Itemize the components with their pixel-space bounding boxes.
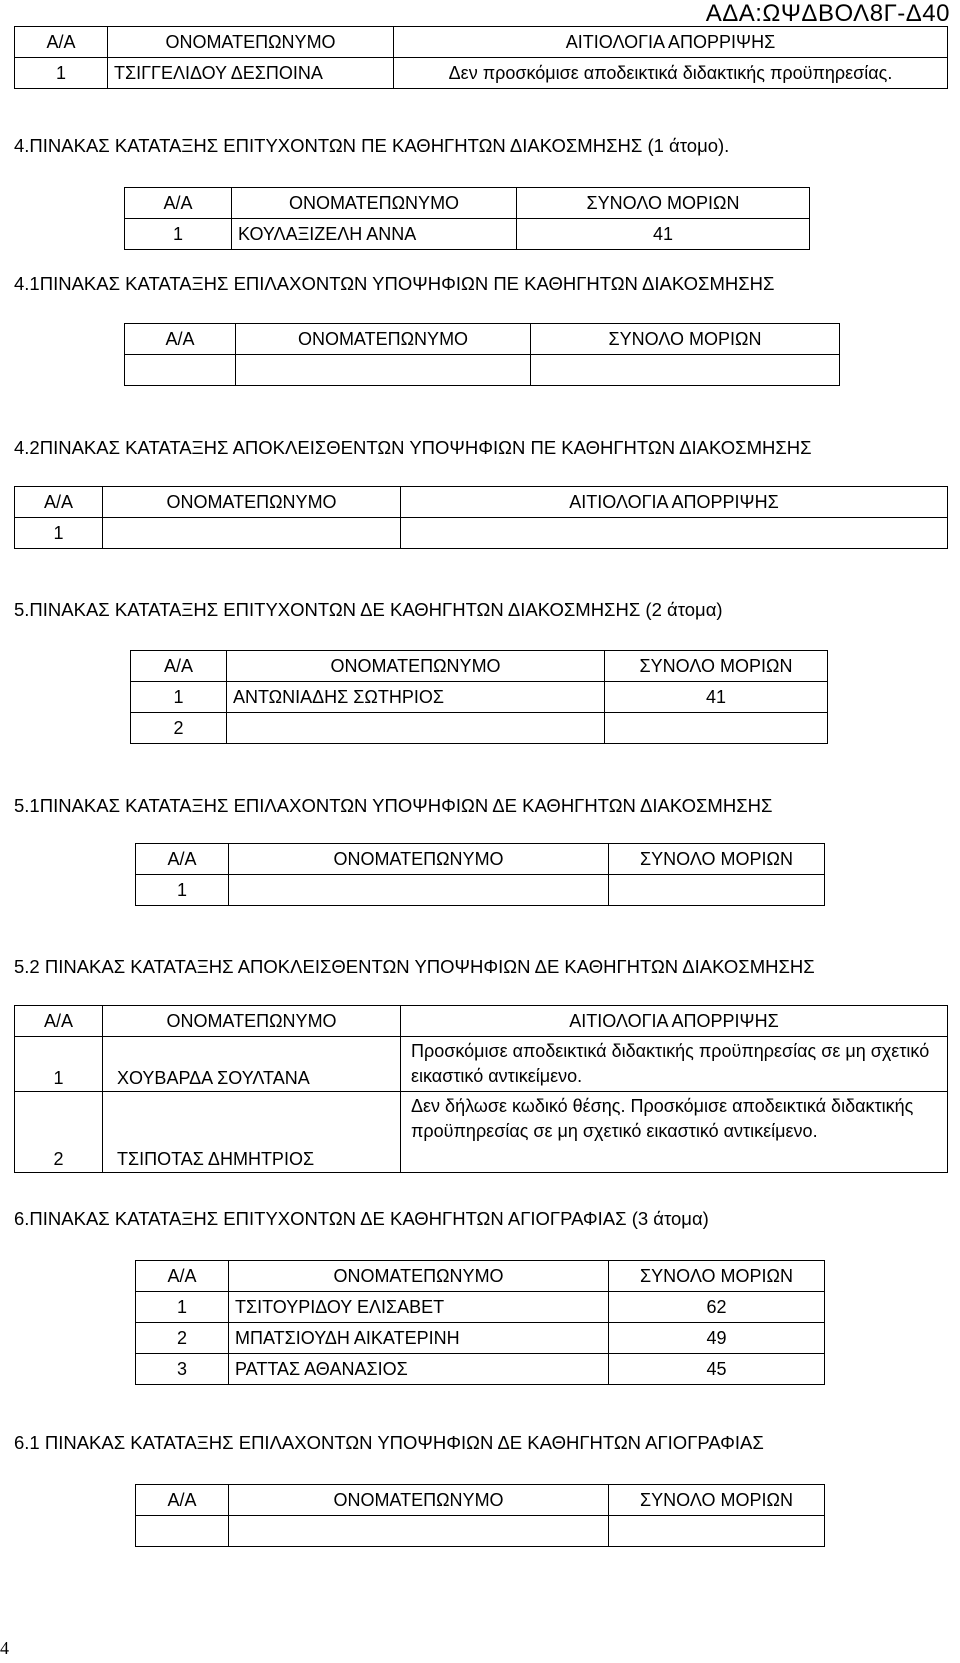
col-header-aa: Α/Α	[125, 324, 236, 355]
cell-name: ΤΣΙΓΓΕΛΙΔΟΥ ΔΕΣΠΟΙΝΑ	[108, 58, 394, 89]
section-6-1-table	[135, 1484, 825, 1547]
section-4-table	[124, 187, 810, 250]
cell-points	[605, 713, 828, 744]
col-header-reason: ΑΙΤΙΟΛΟΓΙΑ ΑΠΟΡΡΙΨΗΣ	[394, 27, 948, 58]
col-header-aa: Α/Α	[136, 1485, 229, 1516]
section-4-2-table	[14, 486, 948, 549]
cell-name	[229, 875, 609, 906]
cell-reason: Δεν προσκόμισε αποδεικτικά διδακτικής προϋπηρεσίας.	[394, 58, 948, 89]
cell-name: ΑΝΤΩΝΙΑΔΗΣ ΣΩΤΗΡΙΟΣ	[227, 682, 605, 713]
table-row	[15, 1092, 948, 1173]
col-header-name: ΟΝΟΜΑΤΕΠΩΝΥΜΟ	[229, 1261, 609, 1292]
cell-aa: 2	[131, 713, 227, 744]
cell-aa: 2	[15, 1092, 103, 1173]
table-row	[136, 1516, 825, 1547]
col-header-points: ΣΥΝΟΛΟ ΜΟΡΙΩΝ	[609, 844, 825, 875]
cell-name	[229, 1516, 609, 1547]
table-row	[136, 1323, 825, 1354]
cell-aa: 1	[131, 682, 227, 713]
cell-aa	[125, 355, 236, 386]
cell-points: 41	[517, 219, 810, 250]
table-header-row	[131, 651, 828, 682]
cell-name: ΚΟΥΛΑΞΙΖΕΛΗ ΑΝΝΑ	[232, 219, 517, 250]
cell-points: 45	[609, 1354, 825, 1385]
table-header-row	[125, 324, 840, 355]
col-header-points: ΣΥΝΟΛΟ ΜΟΡΙΩΝ	[609, 1485, 825, 1516]
col-header-name: ΟΝΟΜΑΤΕΠΩΝΥΜΟ	[229, 1485, 609, 1516]
rejection-table-top	[14, 26, 948, 89]
col-header-name: ΟΝΟΜΑΤΕΠΩΝΥΜΟ	[229, 844, 609, 875]
table-header-row	[15, 27, 948, 58]
cell-name	[227, 713, 605, 744]
cell-aa: 1	[15, 1037, 103, 1092]
col-header-reason: ΑΙΤΙΟΛΟΓΙΑ ΑΠΟΡΡΙΨΗΣ	[401, 487, 948, 518]
section-5-2-table	[14, 1005, 948, 1173]
document-code: ΑΔΑ:ΩΨΔΒΟΛ8Γ-Δ40	[705, 0, 950, 27]
section-4-title: 4.ΠΙΝΑΚΑΣ ΚΑΤΑΤΑΞΗΣ ΕΠΙΤΥΧΟΝΤΩΝ ΠΕ ΚΑΘΗΓΗΤΩΝ ΔΙΑΚΟΣΜΗΣΗΣ (1 άτομο).	[14, 135, 730, 156]
cell-points	[609, 875, 825, 906]
col-header-name: ΟΝΟΜΑΤΕΠΩΝΥΜΟ	[232, 188, 517, 219]
section-6-1-title: 6.1 ΠΙΝΑΚΑΣ ΚΑΤΑΤΑΞΗΣ ΕΠΙΛΑΧΟΝΤΩΝ ΥΠΟΨΗΦΙΩΝ ΔΕ ΚΑΘΗΓΗΤΩΝ ΑΓΙΟΓΡΑΦΙΑΣ	[14, 1432, 764, 1453]
table-row	[15, 58, 948, 89]
table-row	[136, 1354, 825, 1385]
col-header-aa: Α/Α	[15, 487, 103, 518]
section-5-2-title: 5.2 ΠΙΝΑΚΑΣ ΚΑΤΑΤΑΞΗΣ ΑΠΟΚΛΕΙΣΘΕΝΤΩΝ ΥΠΟΨΗΦΙΩΝ ΔΕ ΚΑΘΗΓΗΤΩΝ ΔΙΑΚΟΣΜΗΣΗΣ	[14, 956, 815, 977]
cell-points	[609, 1516, 825, 1547]
col-header-aa: Α/Α	[131, 651, 227, 682]
table-header-row	[125, 188, 810, 219]
table-row	[125, 219, 810, 250]
cell-reason: Προσκόμισε αποδεικτικά διδακτικής προϋπηρεσίας σε μη σχετικό εικαστικό αντικείμενο.	[401, 1037, 948, 1092]
cell-name: ΡΑΤΤΑΣ ΑΘΑΝΑΣΙΟΣ	[229, 1354, 609, 1385]
cell-aa: 1	[15, 58, 108, 89]
cell-name	[103, 518, 401, 549]
section-6-table	[135, 1260, 825, 1385]
table-row	[15, 518, 948, 549]
col-header-aa: Α/Α	[125, 188, 232, 219]
cell-reason	[401, 518, 948, 549]
cell-aa: 1	[15, 518, 103, 549]
section-5-1-title: 5.1ΠΙΝΑΚΑΣ ΚΑΤΑΤΑΞΗΣ ΕΠΙΛΑΧΟΝΤΩΝ ΥΠΟΨΗΦΙΩΝ ΔΕ ΚΑΘΗΓΗΤΩΝ ΔΙΑΚΟΣΜΗΣΗΣ	[14, 795, 773, 816]
cell-points: 49	[609, 1323, 825, 1354]
col-header-aa: Α/Α	[136, 844, 229, 875]
cell-name: ΜΠΑΤΣΙΟΥΔΗ ΑΙΚΑΤΕΡΙΝΗ	[229, 1323, 609, 1354]
table-row	[136, 1292, 825, 1323]
col-header-points: ΣΥΝΟΛΟ ΜΟΡΙΩΝ	[517, 188, 810, 219]
cell-name: ΤΣΙΤΟΥΡΙΔΟΥ ΕΛΙΣΑΒΕΤ	[229, 1292, 609, 1323]
section-4-2-title: 4.2ΠΙΝΑΚΑΣ ΚΑΤΑΤΑΞΗΣ ΑΠΟΚΛΕΙΣΘΕΝΤΩΝ ΥΠΟΨΗΦΙΩΝ ΠΕ ΚΑΘΗΓΗΤΩΝ ΔΙΑΚΟΣΜΗΣΗΣ	[14, 437, 812, 458]
col-header-name: ΟΝΟΜΑΤΕΠΩΝΥΜΟ	[103, 1006, 401, 1037]
table-header-row	[15, 1006, 948, 1037]
section-5-title: 5.ΠΙΝΑΚΑΣ ΚΑΤΑΤΑΞΗΣ ΕΠΙΤΥΧΟΝΤΩΝ ΔΕ ΚΑΘΗΓΗΤΩΝ ΔΙΑΚΟΣΜΗΣΗΣ (2 άτομα)	[14, 599, 723, 620]
cell-aa: 1	[136, 875, 229, 906]
cell-aa: 1	[125, 219, 232, 250]
col-header-name: ΟΝΟΜΑΤΕΠΩΝΥΜΟ	[227, 651, 605, 682]
cell-reason: Δεν δήλωσε κωδικό θέσης. Προσκόμισε αποδεικτικά διδακτικής προϋπηρεσίας σε μη σχετικό εικαστικό αντικείμενο.	[401, 1092, 948, 1173]
section-4-1-title: 4.1ΠΙΝΑΚΑΣ ΚΑΤΑΤΑΞΗΣ ΕΠΙΛΑΧΟΝΤΩΝ ΥΠΟΨΗΦΙΩΝ ΠΕ ΚΑΘΗΓΗΤΩΝ ΔΙΑΚΟΣΜΗΣΗΣ	[14, 273, 775, 294]
col-header-name: ΟΝΟΜΑΤΕΠΩΝΥΜΟ	[108, 27, 394, 58]
col-header-name: ΟΝΟΜΑΤΕΠΩΝΥΜΟ	[236, 324, 531, 355]
cell-points: 41	[605, 682, 828, 713]
cell-aa: 3	[136, 1354, 229, 1385]
col-header-reason: ΑΙΤΙΟΛΟΓΙΑ ΑΠΟΡΡΙΨΗΣ	[401, 1006, 948, 1037]
table-row	[131, 682, 828, 713]
table-header-row	[136, 844, 825, 875]
col-header-points: ΣΥΝΟΛΟ ΜΟΡΙΩΝ	[609, 1261, 825, 1292]
section-4-1-table	[124, 323, 840, 386]
col-header-aa: Α/Α	[136, 1261, 229, 1292]
cell-name	[236, 355, 531, 386]
section-6-title: 6.ΠΙΝΑΚΑΣ ΚΑΤΑΤΑΞΗΣ ΕΠΙΤΥΧΟΝΤΩΝ ΔΕ ΚΑΘΗΓΗΤΩΝ ΑΓΙΟΓΡΑΦΙΑΣ (3 άτομα)	[14, 1208, 709, 1229]
col-header-aa: Α/Α	[15, 27, 108, 58]
table-header-row	[15, 487, 948, 518]
section-5-1-table	[135, 843, 825, 906]
col-header-points: ΣΥΝΟΛΟ ΜΟΡΙΩΝ	[531, 324, 840, 355]
table-row	[15, 1037, 948, 1092]
cell-aa	[136, 1516, 229, 1547]
cell-name: ΤΣΙΠΟΤΑΣ ΔΗΜΗΤΡΙΟΣ	[103, 1092, 401, 1173]
cell-aa: 1	[136, 1292, 229, 1323]
cell-points	[531, 355, 840, 386]
table-row	[125, 355, 840, 386]
cell-points: 62	[609, 1292, 825, 1323]
table-row	[131, 713, 828, 744]
table-row	[136, 875, 825, 906]
section-5-table	[130, 650, 828, 744]
cell-aa: 2	[136, 1323, 229, 1354]
page-number: 4	[0, 1638, 9, 1658]
col-header-name: ΟΝΟΜΑΤΕΠΩΝΥΜΟ	[103, 487, 401, 518]
col-header-points: ΣΥΝΟΛΟ ΜΟΡΙΩΝ	[605, 651, 828, 682]
col-header-aa: Α/Α	[15, 1006, 103, 1037]
table-header-row	[136, 1485, 825, 1516]
cell-name: ΧΟΥΒΑΡΔΑ ΣΟΥΛΤΑΝΑ	[103, 1037, 401, 1092]
table-header-row	[136, 1261, 825, 1292]
